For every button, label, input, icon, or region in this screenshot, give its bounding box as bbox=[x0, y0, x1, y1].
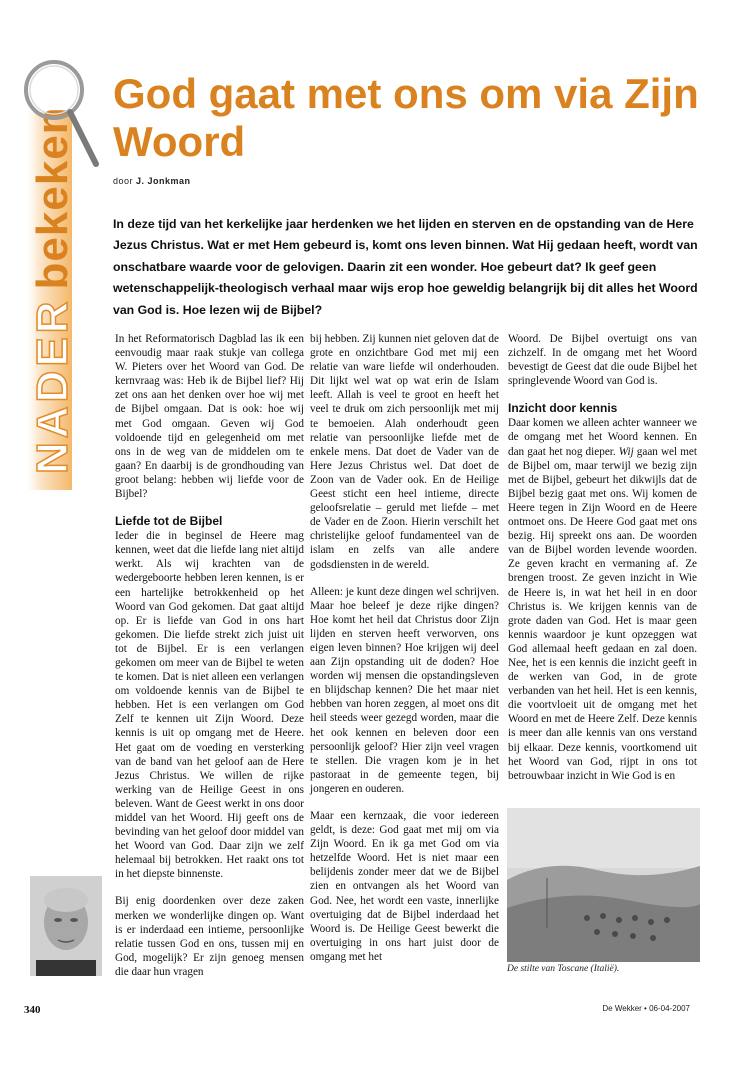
section-label-word1: NADER bbox=[28, 297, 77, 474]
text-column-2 bbox=[310, 332, 499, 977]
paragraph: bij hebben. Zij kunnen niet geloven dat de grote en onzichtbare God met mij een relatie van ware liefde wil onderhouden. Dit lijkt wel wat op wat erin de Islam leeft. Allah is veel te groot en heeft het veel te druk om zich persoonlijk met mij te bemoeien. Alah onderhoudt geen relatie van persoonlijke liefde met de enkele mens. Dat doet de Vader van de Here Jezus Christus wel. Dat doet de Zoon van de Vader ook. En de Heilige Geest sticht een heel intieme, directe geloofsrelatie – geruld met liefde – met de Vader en de Zoon. Hierin verschilt het christelijke geloof fundamenteel van de islam en zelfs van alle andere godsdiensten in de wereld. bbox=[310, 333, 499, 571]
text-column-1 bbox=[115, 332, 304, 992]
article-title: God gaat met ons om via Zijn Woord bbox=[113, 70, 699, 165]
paragraph: Bij enig doordenken over deze zaken merken we wonderlijke dingen op. Want is er inderdaad een intieme, persoonlijke relatie tussen God en ons, tussen mij en God, mogelijk? Er zijn genoeg mensen die daar hun vragen bbox=[115, 895, 304, 978]
magnifier-icon bbox=[14, 52, 104, 172]
paragraph: In het Reformatorisch Dagblad las ik een eenvoudig maar raak stukje van collega W. Pieters over het Woord van God. De kernvraag was: Heb ik de Bijbel lief? Hij zet ons aan het denken over hoe wij met de Bijbel omgaan. Dat is ook: hoe wij met God omgaan. Geven wij God voldoende tijd en gelegenheid om met ons in de weg van de middelen om te gaan? En daarbij is de grondhouding van groot belang: hebben wij liefde voor de Bijbel? bbox=[115, 333, 304, 501]
page-number: 340 bbox=[24, 1004, 41, 1016]
publication-footer: De Wekker • 06-04-2007 bbox=[602, 1004, 690, 1013]
subheading: Liefde tot de Bijbel bbox=[115, 514, 223, 529]
paragraph: Alleen: je kunt deze dingen wel schrijven. Maar hoe beleef je deze rijke dingen? Hoe komt het heil dat Christus door Zijn lijden en sterven heeft verworven, ons eigen leven binnen? Hoe krijgen wij deel aan Zijn opstanding uit de doden? Hoe worden wij mensen die opstandingsleven en blijdschap kennen? Die het maar niet hebben van horen zeggen, al moet ons dit heil steeds weer gezegd worden, maar die het ook kennen en beleven door een persoonlijk geloof? Hier zijn veel vragen te stellen. Die vragen kom je in het pastoraat in de gemeente tegen, bij jongeren en ouderen. bbox=[310, 585, 499, 795]
byline-name: J. Jonkman bbox=[136, 176, 191, 186]
paragraph bbox=[508, 416, 697, 782]
paragraph: Woord. De Bijbel overtuigt ons van zichzelf. In de omgang met het Woord bevestigt de Geest dat die oude Bijbel het springlevende Woord van God is. bbox=[508, 333, 697, 388]
landscape-photo bbox=[507, 808, 700, 962]
byline bbox=[113, 176, 191, 186]
intro-paragraph: In deze tijd van het kerkelijke jaar herdenken we het lijden en sterven en de opstanding van de Here Jezus Christus. Wat er met Hem gebeurd is, komt ons leven binnen. Wat Hij gedaan heeft, wordt van onschatbare waarde voor de gelovigen. Daarin zit een wonder. Hoe gebeurt dat? Ik geef geen wetenschappelijk-theologisch verhaal maar wijs erop hoe geweldig belangrijk bij dit alles het Woord van God is. Hoe lezen wij de Bijbel? bbox=[113, 217, 698, 317]
subheading: Inzicht door kennis bbox=[508, 401, 618, 416]
emphasis: Wij bbox=[618, 445, 634, 458]
photo-caption: De stilte van Toscane (Italië). bbox=[507, 964, 620, 974]
text-run: Daar komen we alleen achter wanneer we de omgang met het Woord kennen. En dan gaat het nog dieper. bbox=[508, 417, 697, 458]
text-run: gaan wel met de Bijbel om, maar terwijl we bezig zijn met de Bijbel, gebeurt het dikwijls dat de Bijbel bezig gaat met ons. Wij komen de Heere tegen in Zijn Woord en de Heere ontmoet ons. De Heere God gaat met ons bezig. Hij spreekt ons aan. De woorden van de Bijbel worden levende woorden. Ze geven kracht en vermaning af. Ze brengen troost. Ze geven inzicht in Wie de Heere is, in wat het heil in en door Christus is. We krijgen kennis van de grote daden van God. Het is maar geen kennis waardoor je kunt opzeggen wat God allemaal heeft gedaan en zal doen. Nee, het is een kennis die inzicht geeft in de werken van God, in de grote verbanden van het heil. Het is een kennis, die voortvloeit uit de omgang met het Woord en met de Heere Zelf. Deze kennis is meer dan alle kennis van ons verstand bij elkaar. Deze kennis, voortkomend uit het Woord van God, rijpt in ons tot betrouwbaar inzicht in Wie God is en bbox=[508, 445, 697, 782]
section-label-word2: bekeken bbox=[28, 106, 77, 290]
paragraph: Ieder die in beginsel de Heere mag kennen, weet dat die liefde lang niet altijd werkt. Als wij krachten van de wedergeboorte hebben leren kennen, is er een hartelijke betrokkenheid op het Woord van God gekomen. Dat gaat altijd op. Er is liefde van God in ons hart gekomen. Die liefde strekt zich juist uit tot de Bijbel. Er is een verlangen gekomen om meer van de Bijbel te weten te komen. Dat is niet alleen een verlangen om voldoende kennis van de Bijbel te hebben. Het is een verlangen om God Zelf te kennen uit Zijn Woord. Deze kennis is uit op omgang met de Heere. Het gaat om de voeding en versterking van de band van het geloof aan de Here Jezus Christus. We willen de rijke werking van de Heilige Geest in ons beleven. Want de Geest werkt in ons door middel van het Woord. Hij geeft ons de bevinding van het geloof door middel van het Woord van God. Daar zijn we zelf helemaal bij betrokken. Het raakt ons tot in het diepste binnenste. bbox=[115, 530, 304, 881]
author-portrait bbox=[30, 876, 102, 976]
text-column-3 bbox=[508, 332, 697, 796]
paragraph: Maar een kernzaak, die voor iedereen geldt, is deze: God gaat met mij om via Zijn Woord. En ik ga met God om via hetzelfde Woord. Het is niet maar een belijdenis zonder meer dat we de Bijbel zien en ontvangen als het Woord van God. Nee, het wordt een vaste, innerlijke overtuiging dat de Bijbel inderdaad het Woord is. De Heilige Geest bewerkt die overtuiging in ons hart juist door de omgang met het bbox=[310, 810, 499, 963]
byline-prefix: door bbox=[113, 176, 134, 186]
